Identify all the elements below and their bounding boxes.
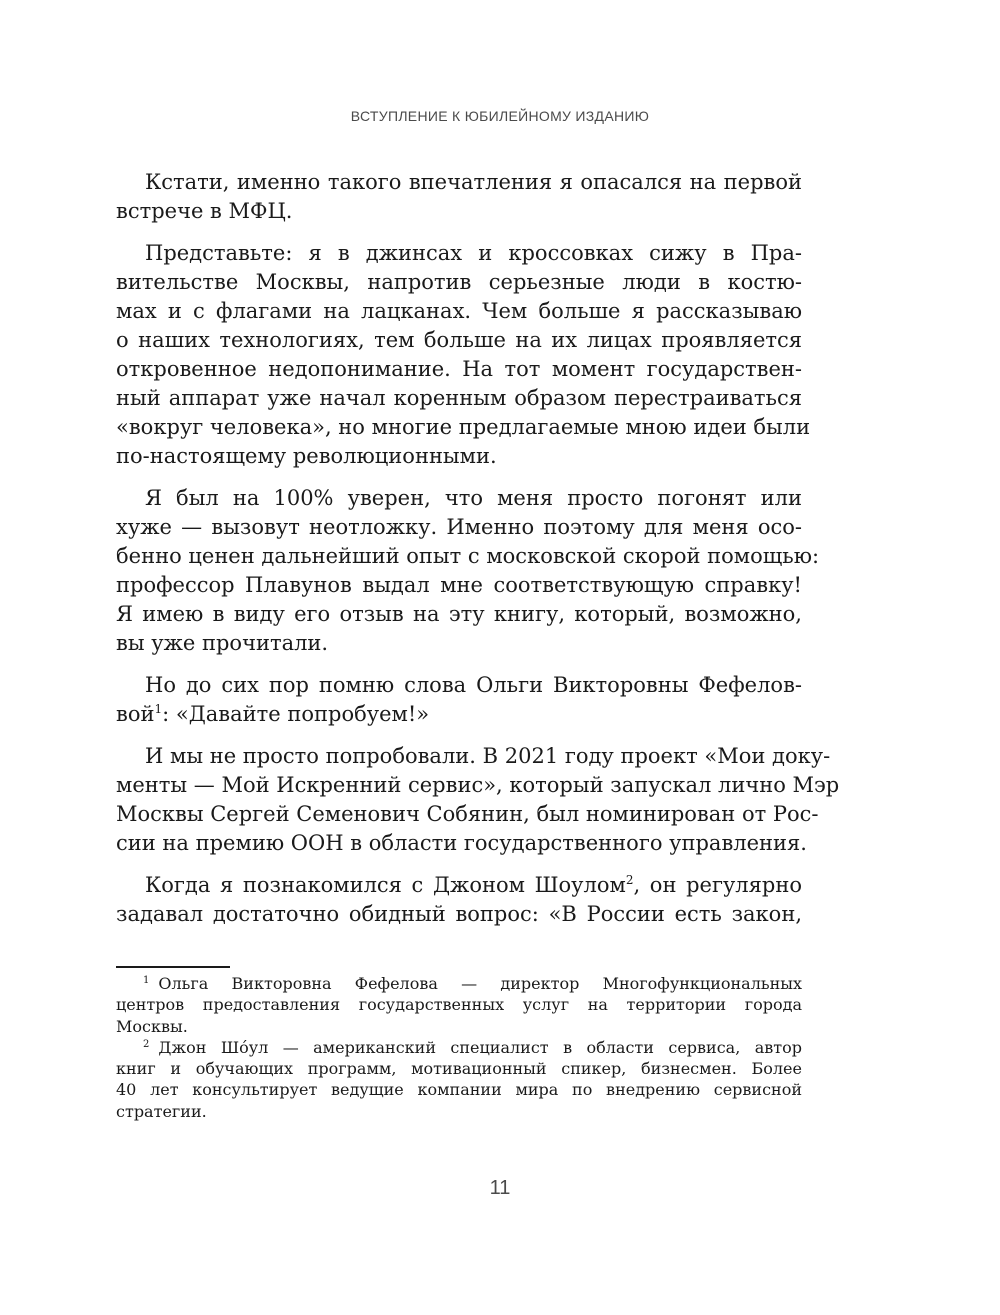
footnotes: [116, 973, 802, 1122]
text-line: сии на премию ООН в области государственного управления.: [116, 831, 807, 855]
body-text: [116, 168, 840, 942]
footnote-line: стратегии.: [116, 1101, 207, 1121]
footnote-2: [116, 1037, 802, 1122]
text-line: мах и с флагами на лацканах. Чем больше я рассказываю: [116, 299, 802, 323]
text-line: [116, 700, 802, 729]
text-line: вы уже прочитали.: [116, 631, 329, 655]
text-line: бенно ценен дальнейший опыт с московской скорой помощью:: [116, 544, 820, 568]
text-line: хуже — вызовут неотложку. Именно поэтому для меня осо-: [116, 515, 802, 539]
text-line: по-настоящему революционными.: [116, 444, 497, 468]
paragraph-1: [116, 168, 802, 226]
text-line: [116, 871, 802, 900]
paragraph-3: [116, 484, 820, 658]
text-line: И мы не просто попробовали. В 2021 году проект «Мои доку-: [145, 744, 831, 768]
footnote-ref-1[interactable]: 1: [154, 702, 163, 716]
footnote-number: 2: [143, 1038, 150, 1050]
text-fragment: Когда я познакомился с Джоном Шоулом: [145, 873, 626, 897]
footnote-ref-2[interactable]: 2: [625, 873, 634, 887]
footnote-1: [116, 973, 802, 1037]
text-line: Я был на 100% уверен, что меня просто погонят или: [145, 486, 802, 510]
text-fragment: , он регулярно: [633, 873, 802, 897]
text-fragment: : «Давайте попробуем!»: [162, 702, 430, 726]
text-line: ный аппарат уже начал коренным образом перестраиваться: [116, 386, 802, 410]
paragraph-5: [116, 742, 840, 858]
footnote-line: 40 лет консультирует ведущие компании мира по внедрению сервисной: [116, 1080, 802, 1100]
text-line: откровенное недопонимание. На тот момент государствен-: [116, 357, 802, 381]
text-line: Представьте: я в джинсах и кроссовках сижу в Пра-: [145, 241, 802, 265]
text-line: Но до сих пор помню слова Ольги Викторовны Фефелов-: [145, 673, 802, 697]
text-line: профессор Плавунов выдал мне соответствующую справку!: [116, 573, 802, 597]
footnote-line: Москвы.: [116, 1016, 188, 1036]
footnote-line: [116, 973, 802, 994]
text-line: менты — Мой Искренний сервис», который запускал лично Мэр: [116, 773, 840, 797]
text-fragment: Джон Шóул — американский специалист в области сервиса, автор: [158, 1037, 802, 1057]
text-line: вительстве Москвы, напротив серьезные люди в костю-: [116, 270, 802, 294]
footnote-line: книг и обучающих программ, мотивационный спикер, бизнесмен. Более: [116, 1059, 802, 1079]
footnote-divider: [116, 966, 230, 968]
paragraph-4: [116, 671, 802, 729]
footnote-line: [116, 1037, 802, 1058]
footnote-line: центров предоставления государственных услуг на территории города: [116, 995, 802, 1015]
text-line: Москвы Сергей Семенович Собянин, был номинирован от Рос-: [116, 802, 819, 826]
paragraph-2: [116, 239, 811, 471]
page-number: 11: [489, 1177, 511, 1199]
text-line: «вокруг человека», но многие предлагаемые мною идеи были: [116, 415, 811, 439]
footnote-number: 1: [143, 975, 150, 986]
text-fragment: Ольга Викторовна Фефелова — директор Многофункциональных: [158, 974, 802, 993]
paragraph-6: [116, 871, 802, 929]
text-line: задавал достаточно обидный вопрос: «В России есть закон,: [116, 902, 802, 926]
text-line: Кстати, именно такого впечатления я опасался на первой: [145, 170, 802, 194]
running-head: ВСТУПЛЕНИЕ К ЮБИЛЕЙНОМУ ИЗДАНИЮ: [350, 108, 650, 124]
text-line: Я имею в виду его отзыв на эту книгу, который, возможно,: [116, 602, 802, 626]
text-line: встрече в МФЦ.: [116, 199, 293, 223]
text-line: о наших технологиях, тем больше на их лицах проявляется: [116, 328, 802, 352]
text-fragment: вой: [116, 702, 155, 726]
